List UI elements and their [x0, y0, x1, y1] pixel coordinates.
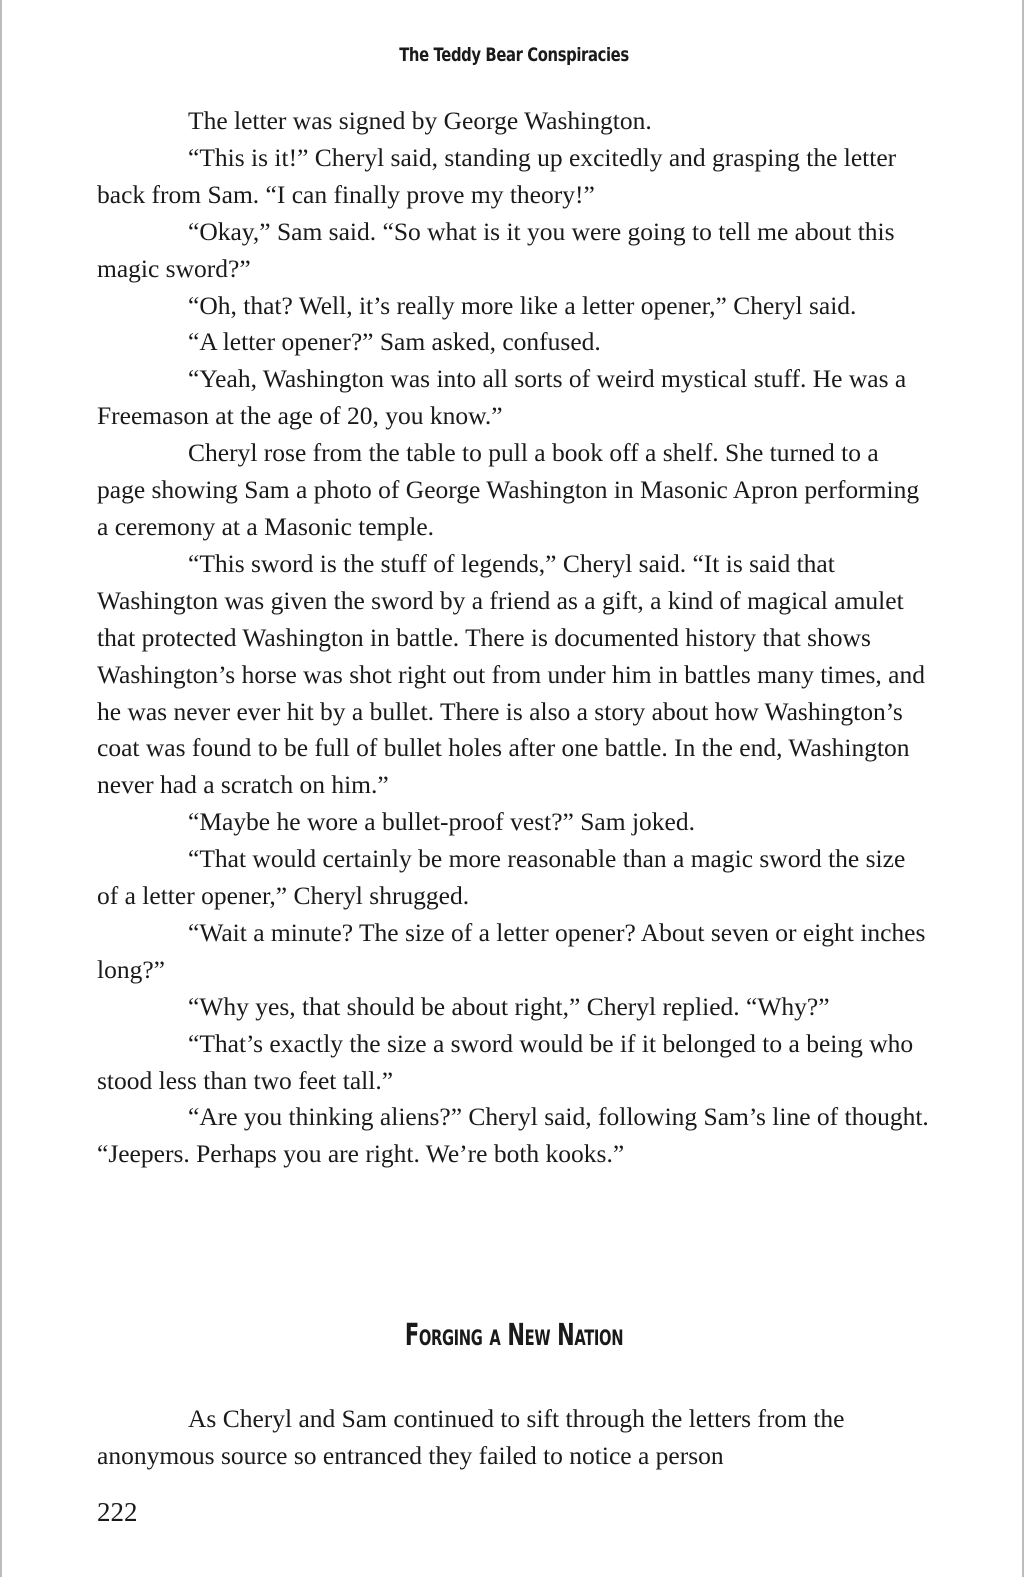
section-heading: Forging a New Nation	[404, 1318, 624, 1353]
paragraph: As Cheryl and Sam continued to sift through the letters from the anonymous source so entranced they failed to notice a person	[97, 1404, 845, 1470]
paragraph: “This is it!” Cheryl said, standing up excitedly and grasping the letter back from Sam. “I can finally prove my theory!”	[97, 142, 897, 209]
paragraph: “This sword is the stuff of legends,” Cheryl said. “It is said that Washington was given the sword by a friend as a gift, a kind of magical amulet that protected Washington in battle. There is documented history that shows Washington’s horse was shot right out from under him in battles many times, and he was never ever hit by a bullet. There is also a story about how Washington’s coat was found to be full of bullet holes after one battle. In the end, Washington never had a scratch on him.”	[97, 548, 926, 800]
running-head: The Teddy Bear Conspiracies	[399, 44, 629, 66]
section-body-text	[97, 1400, 929, 1474]
paragraph: “Why yes, that should be about right,” Cheryl replied. “Why?”	[188, 991, 830, 1021]
paragraph: The letter was signed by George Washington.	[188, 106, 652, 135]
paragraph: “Maybe he wore a bullet-proof vest?” Sam joked.	[188, 807, 695, 837]
paragraph: “Yeah, Washington was into all sorts of weird mystical stuff. He was a Freemason at the age of 20, you know.”	[97, 364, 907, 431]
paragraph: “Oh, that? Well, it’s really more like a letter opener,” Cheryl said.	[188, 290, 857, 320]
body-text	[97, 103, 929, 1173]
paragraph: “A letter opener?” Sam asked, confused.	[188, 327, 601, 357]
paragraph: “Are you thinking aliens?” Cheryl said, following Sam’s line of thought. “Jeepers. Perhaps you are right. We’re both kooks.”	[97, 1102, 929, 1169]
paragraph: “Okay,” Sam said. “So what is it you were going to tell me about this magic sword?”	[97, 216, 895, 283]
paragraph: “That would certainly be more reasonable than a magic sword the size of a letter opener,” Cheryl shrugged.	[97, 844, 906, 911]
page-number: 222	[97, 1497, 138, 1527]
paragraph: “Wait a minute? The size of a letter opener? About seven or eight inches long?”	[97, 917, 926, 984]
paragraph: Cheryl rose from the table to pull a book off a shelf. She turned to a page showing Sam a photo of George Washington in Masonic Apron performing a ceremony at a Masonic temple.	[97, 438, 920, 541]
paragraph: “That’s exactly the size a sword would be if it belonged to a being who stood less than two feet tall.”	[97, 1028, 914, 1095]
